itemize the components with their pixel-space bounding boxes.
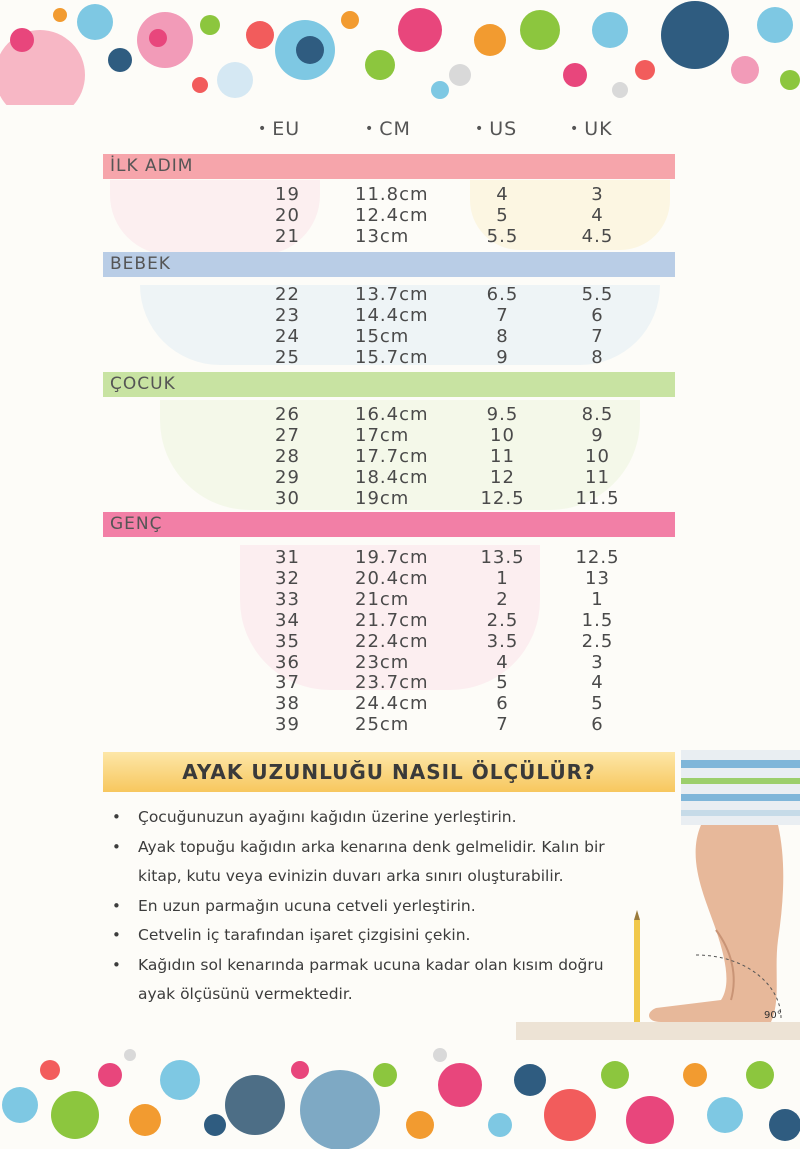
group-band (103, 512, 675, 537)
size-cell-us: 13.5 (480, 547, 525, 568)
instruction-item: • Cetvelin iç tarafından işaret çizgisini çekin. (112, 926, 471, 944)
size-cell-uk: 6 (591, 714, 604, 736)
size-cell-us: 6.5 (486, 284, 519, 305)
size-cell-us: 12.5 (480, 487, 525, 509)
size-cell-eu: 25 (275, 346, 300, 368)
size-cell-us: 2.5 (486, 609, 519, 631)
size-cell-us: 3.5 (486, 630, 519, 652)
group-label: ÇOCUK (110, 374, 176, 394)
size-cell-uk: 9 (591, 424, 604, 446)
header-eu: • EU (258, 118, 301, 140)
size-cell-us: 2 (496, 588, 509, 610)
size-cell-us: 12 (490, 466, 515, 488)
size-cell-cm: 23.7cm (355, 672, 429, 694)
baby-foot-illustration (516, 750, 800, 1040)
size-cell-us: 8 (496, 325, 509, 347)
header-uk: • UK (570, 118, 613, 140)
size-cell-eu: 35 (275, 630, 300, 652)
group-label: BEBEK (110, 254, 171, 274)
size-cell-eu: 26 (275, 404, 300, 425)
instruction-item: • Çocuğunuzun ayağını kağıdın üzerine yerleştirin. (112, 808, 517, 826)
size-cell-cm: 15cm (355, 325, 410, 347)
size-cell-cm: 15.7cm (355, 346, 429, 368)
size-cell-cm: 11.8cm (355, 184, 429, 205)
size-cell-cm: 22.4cm (355, 630, 429, 652)
size-cell-us: 10 (490, 424, 515, 446)
size-cell-uk: 10 (585, 445, 610, 467)
size-cell-uk: 11.5 (575, 487, 620, 509)
size-cell-us: 11 (490, 445, 515, 467)
size-cell-us: 5 (496, 672, 509, 694)
size-cell-uk: 3 (591, 651, 604, 673)
size-cell-cm: 16.4cm (355, 404, 429, 425)
size-cell-us: 4 (496, 184, 509, 205)
size-cell-us: 7 (496, 714, 509, 736)
size-cell-eu: 29 (275, 466, 300, 488)
size-cell-cm: 21cm (355, 588, 410, 610)
size-cell-eu: 31 (275, 547, 300, 568)
size-cell-us: 9 (496, 346, 509, 368)
size-cell-eu: 20 (275, 204, 300, 226)
size-cell-uk: 6 (591, 304, 604, 326)
group-band (103, 252, 675, 277)
size-cell-us: 1 (496, 567, 509, 589)
instruction-item: • En uzun parmağın ucuna cetveli yerleştirin. (112, 896, 476, 915)
size-cell-uk: 13 (585, 567, 610, 589)
size-cell-uk: 1.5 (581, 609, 614, 631)
size-cell-cm: 17.7cm (355, 445, 429, 467)
size-cell-cm: 17cm (355, 424, 410, 446)
size-cell-cm: 18.4cm (355, 466, 429, 488)
group-label: İLK ADIM (110, 156, 194, 176)
size-cell-cm: 20.4cm (355, 567, 429, 589)
size-cell-us: 5.5 (486, 225, 519, 247)
size-cell-cm: 13cm (355, 225, 410, 247)
header-us: • US (475, 118, 518, 140)
size-cell-uk: 8 (591, 346, 604, 368)
size-cell-cm: 24.4cm (355, 693, 429, 715)
size-cell-eu: 32 (275, 567, 300, 589)
size-cell-cm: 25cm (355, 714, 410, 736)
size-cell-eu: 36 (275, 651, 300, 673)
group-band (103, 372, 675, 397)
instruction-item: • Kağıdın sol kenarında parmak ucuna kadar olan kısım doğru ayak ölçüsünü vermektedir. (112, 955, 604, 1003)
size-cell-cm: 21.7cm (355, 609, 429, 631)
instruction-item: • Ayak topuğu kağıdın arka kenarına denk gelmelidir. Kalın bir kitap, kutu veya evinizin duvarı arka sınırı oluşturabilir. (112, 837, 605, 885)
size-cell-eu: 22 (275, 284, 300, 305)
size-cell-uk: 3 (591, 184, 604, 205)
size-cell-us: 6 (496, 693, 509, 715)
size-cell-us: 5 (496, 204, 509, 226)
size-cell-uk: 12.5 (575, 547, 620, 568)
size-cell-uk: 1 (591, 588, 604, 610)
size-cell-uk: 4 (591, 672, 604, 694)
size-cell-uk: 7 (591, 325, 604, 347)
size-cell-eu: 39 (275, 714, 300, 736)
size-cell-uk: 2.5 (581, 630, 614, 652)
size-cell-uk: 5 (591, 693, 604, 715)
size-cell-eu: 28 (275, 445, 300, 467)
size-cell-cm: 23cm (355, 651, 410, 673)
size-cell-eu: 21 (275, 225, 300, 247)
size-cell-uk: 4.5 (581, 225, 614, 247)
size-cell-uk: 11 (585, 466, 610, 488)
size-cell-eu: 23 (275, 304, 300, 326)
header-cm: • CM (365, 118, 411, 140)
bottom-dots-decoration (0, 1045, 800, 1149)
size-cell-eu: 27 (275, 424, 300, 446)
size-cell-cm: 14.4cm (355, 304, 429, 326)
size-cell-uk: 5.5 (581, 284, 614, 305)
howto-title: AYAK UZUNLUĞU NASIL ÖLÇÜLÜR? (103, 752, 675, 792)
size-cell-eu: 33 (275, 588, 300, 610)
size-cell-cm: 12.4cm (355, 204, 429, 226)
angle-label: 90° (764, 1010, 782, 1021)
size-cell-eu: 38 (275, 693, 300, 715)
size-cell-eu: 24 (275, 325, 300, 347)
size-cell-cm: 19cm (355, 487, 410, 509)
top-dots-decoration (0, 0, 800, 105)
size-cell-eu: 34 (275, 609, 300, 631)
size-cell-us: 7 (496, 304, 509, 326)
group-label: GENÇ (110, 514, 163, 534)
size-cell-cm: 13.7cm (355, 284, 429, 305)
size-cell-uk: 4 (591, 204, 604, 226)
size-cell-us: 4 (496, 651, 509, 673)
size-cell-uk: 8.5 (581, 404, 614, 425)
size-cell-eu: 37 (275, 672, 300, 694)
size-cell-cm: 19.7cm (355, 547, 429, 568)
size-cell-eu: 30 (275, 487, 300, 509)
size-cell-us: 9.5 (486, 404, 519, 425)
size-cell-eu: 19 (275, 184, 300, 205)
